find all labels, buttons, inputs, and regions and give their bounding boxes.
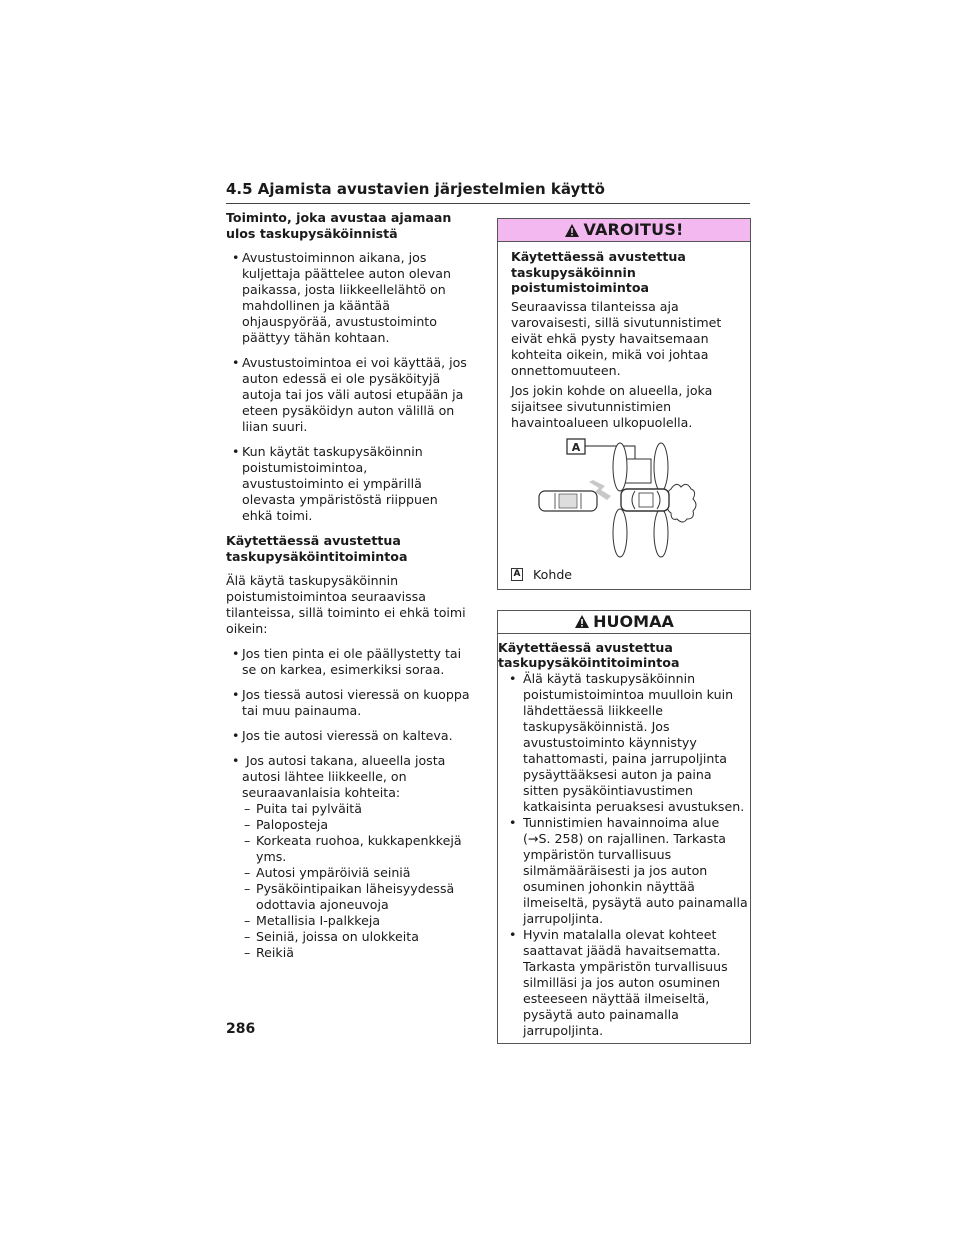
vegetation-shape (667, 484, 696, 522)
dash-item: – Reikiä (242, 945, 470, 961)
dash-item: – Autosi ympäröiviä seiniä (242, 865, 470, 881)
list-item: • Kun käytät taskupysäköinnin poistumistoimintoa, avustustoiminto ei ympärillä olevasta ympäristöstä riippuen ehkä toimi. (226, 444, 470, 524)
warning-header (498, 219, 750, 242)
intro-paragraph: Älä käytä taskupysäköinnin poistumistoimintoa seuraavissa tilanteissa, sillä toiminto ei ehkä toimi oikein: (226, 573, 466, 636)
heading-assisted-parking: Käytettäessä avustettua taskupysäköintitoimintoa (226, 533, 408, 564)
notice-title: HUOMAA (593, 611, 674, 631)
warning-heading: Käytettäessä avustettua taskupysäköinnin poistumistoimintoa (511, 249, 686, 295)
legend-key: A (511, 568, 523, 581)
page-number: 286 (226, 1021, 256, 1037)
list-item: • Jos tiessä autosi vieressä on kuoppa tai muu painauma. (226, 687, 470, 719)
warning-paragraph: Jos jokin kohde on alueella, joka sijaitsee sivutunnistimien havaintoalueen ulkopuolella. (511, 382, 713, 430)
dash-item: – Puita tai pylväitä (242, 801, 470, 817)
parked-car (539, 491, 597, 511)
dash-item: – Metallisia I-palkkeja (242, 913, 470, 929)
dash-item: – Paloposteja (242, 817, 470, 833)
warning-triangle-icon (564, 223, 580, 238)
right-column (497, 218, 751, 1044)
list-item: • Avustustoiminnon aikana, jos kuljettaja päättelee auton olevan paikassa, josta liikkeellelähtö on mahdollinen ja kääntää ohjauspyörää, avustustoiminto päättyy tähän kohtaan. (226, 250, 470, 346)
list-item: • Tunnistimien havainnoima alue (→S. 258) on rajallinen. Tarkasta ympäristön turvallisuus silmämääräisesti ja jos auton osuminen johonkin näyttää ilmeiseltä, pysäytä auto painamalla jarrupoljinta. (498, 815, 750, 927)
diagram-legend (511, 567, 737, 583)
callout-label: A (571, 440, 581, 454)
own-car (621, 489, 669, 511)
dash-item: – Korkeata ruohoa, kukkapenkkejä yms. (242, 833, 470, 865)
callout-line (585, 446, 635, 459)
warning-title: VAROITUS! (583, 220, 684, 239)
obstacle-list (242, 801, 470, 961)
left-column (226, 210, 470, 961)
sensor-zone (613, 443, 627, 491)
target-object (625, 459, 651, 483)
list-item: • Jos tie autosi vieressä on kalteva. (226, 728, 470, 744)
notice-header (498, 611, 750, 634)
list-item: • Avustustoimintoa ei voi käyttää, jos auton edessä ei ole pysäköityjä autoja tai jos väli autosi etupään ja eteen pysäköidyn auton välillä on liian suuri. (226, 355, 470, 435)
warning-paragraph: Seuraavissa tilanteissa aja varovaisesti, sillä sivutunnistimet eivät ehkä pysty havaitsemaan kohteita oikein, mikä voi johtaa onnettomuuteen. (511, 298, 722, 378)
warning-box (497, 218, 751, 590)
dash-item: – Pysäköintipaikan läheisyydessä odottavia ajoneuvoja (242, 881, 470, 913)
list-item: • Jos tien pinta ei ole päällystetty tai se on karkea, esimerkiksi soraa. (226, 646, 470, 678)
sensor-zone (613, 509, 627, 557)
notice-box (497, 610, 751, 1044)
legend-label: Kohde (533, 566, 573, 582)
warning-body (498, 242, 750, 589)
list-item: • Älä käytä taskupysäköinnin poistumistoimintoa muulloin kuin lähdettäessä liikkeelle taskupysäköinnistä. Jos avustustoiminto käynnistyy tahattomasti, paina jarrupoljinta pysäyttääksesi auton ja paina sitten pysäköintiavustimen katkaisinta peruaksesi avustuksen. (498, 671, 750, 815)
list-item: • Hyvin matalalla olevat kohteet saattavat jäädä havaitsematta. Tarkasta ympäristön turvallisuus silmilläsi ja jos auton osuminen esteeseen näyttää ilmeiseltä, pysäytä auto painamalla jarrupoljinta. (498, 927, 750, 1039)
section-header: 4.5 Ajamista avustavien järjestelmien käyttö (226, 180, 750, 204)
sensor-zone (654, 443, 668, 491)
sensor-zone (654, 509, 668, 557)
list-item (226, 753, 470, 801)
list-item-text: Jos autosi takana, alueella josta autosi lähtee liikkeelle, on seuraavanlaisia kohteita: (242, 753, 446, 800)
dash-item: – Seiniä, joissa on ulokkeita (242, 929, 470, 945)
heading-pocket-exit: Toiminto, joka avustaa ajamaan ulos taskupysäköinnistä (226, 210, 452, 241)
warning-triangle-icon (574, 614, 590, 629)
notice-body (498, 634, 750, 1043)
sensor-diagram (511, 437, 737, 565)
parking-illustration (511, 437, 737, 565)
notice-heading: Käytettäessä avustettua taskupysäköintitoimintoa (498, 639, 680, 670)
